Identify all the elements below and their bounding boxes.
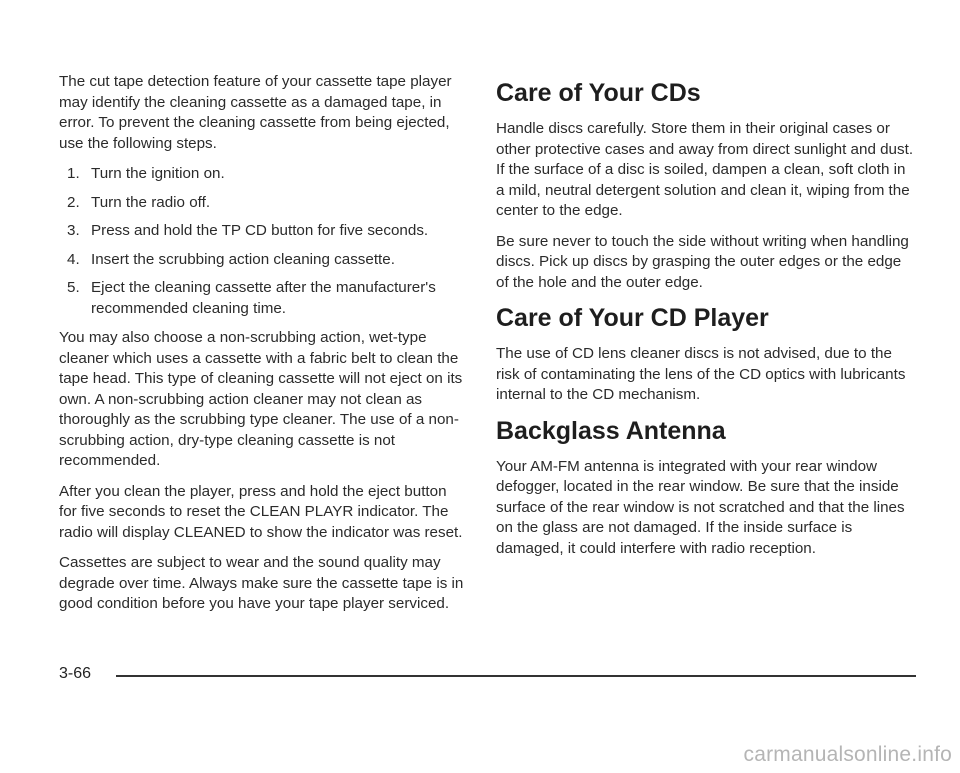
page-number: 3-66 [59,665,92,682]
footer-divider [116,675,916,677]
step-item [59,250,467,271]
wet-type-paragraph: You may also choose a non-scrubbing action, wet-type cleaner which uses a cassette with a fabric belt to clean the tape head. This type of cleaning cassette will not eject on its own. A non-scrubbing action cleaner may not clean as thoroughly as the scrubbing type cleaner. The use of a non-scrubbing action, dry-type cleaning cassette is not recommended. [59,329,463,469]
step-text: Turn the ignition on. [91,165,225,182]
step-text: Insert the scrubbing action cleaning cassette. [91,250,395,268]
intro-paragraph: The cut tape detection feature of your cassette tape player may identify the cleaning cassette as a damaged tape, in error. To prevent the cleaning cassette from being ejected, use the following steps. [59,73,452,152]
step-text: Eject the cleaning cassette after the manufacturer's recommended cleaning time. [91,279,436,317]
step-number: 4. [67,250,80,268]
care-player-heading: Care of Your CD Player [496,304,769,332]
antenna-paragraph: Your AM-FM antenna is integrated with your rear window defogger, located in the rear window. Be sure that the inside surface of the rear window is not scratched and that the lines on the glass are not damaged. If the inside surface is damaged, it could interfere with radio reception. [496,457,905,557]
step-item [59,164,467,185]
step-number: 2. [67,193,80,211]
step-text: Turn the radio off. [91,193,211,211]
step-number: 5. [67,279,80,296]
care-cds-paragraph-1: Handle discs carefully. Store them in their original cases or other protective cases and away from direct sunlight and dust. If the surface of a disc is soiled, dampen a clean, soft cloth in a mild, neutral detergent solution and clean it, wiping from the center to the edge. [496,120,914,219]
step-item [59,193,467,214]
care-player-paragraph: The use of CD lens cleaner discs is not advised, due to the risk of contaminating the lens of the CD optics with lubricants internal to the CD mechanism. [496,345,906,403]
right-column [496,78,916,569]
care-cds-paragraph-2: Be sure never to touch the side without writing when handling discs. Pick up discs by grasping the outer edges or the edge of the hole and the outer edge. [496,232,909,291]
cleaning-steps-list [59,164,467,319]
step-number: 1. [67,165,80,182]
antenna-section [496,416,916,560]
step-item [59,278,467,319]
care-cds-heading: Care of Your CDs [496,79,701,107]
step-number: 3. [67,222,80,239]
antenna-heading: Backglass Antenna [496,416,726,445]
step-item [59,221,467,242]
eject-reset-paragraph: After you clean the player, press and hold the eject button for five seconds to reset the CLEAN PLAYR indicator. The radio will display CLEANED to show the indicator was reset. [59,482,463,541]
left-column [59,72,467,625]
care-cds-section [496,78,916,293]
care-player-section [496,303,916,406]
cassette-wear-paragraph: Cassettes are subject to wear and the sound quality may degrade over time. Always make sure the cassette tape is in good condition before you have your tape player serviced. [59,554,464,612]
watermark-text: carmanualsonline.info [743,743,952,766]
step-text: Press and hold the TP CD button for five seconds. [91,222,429,239]
